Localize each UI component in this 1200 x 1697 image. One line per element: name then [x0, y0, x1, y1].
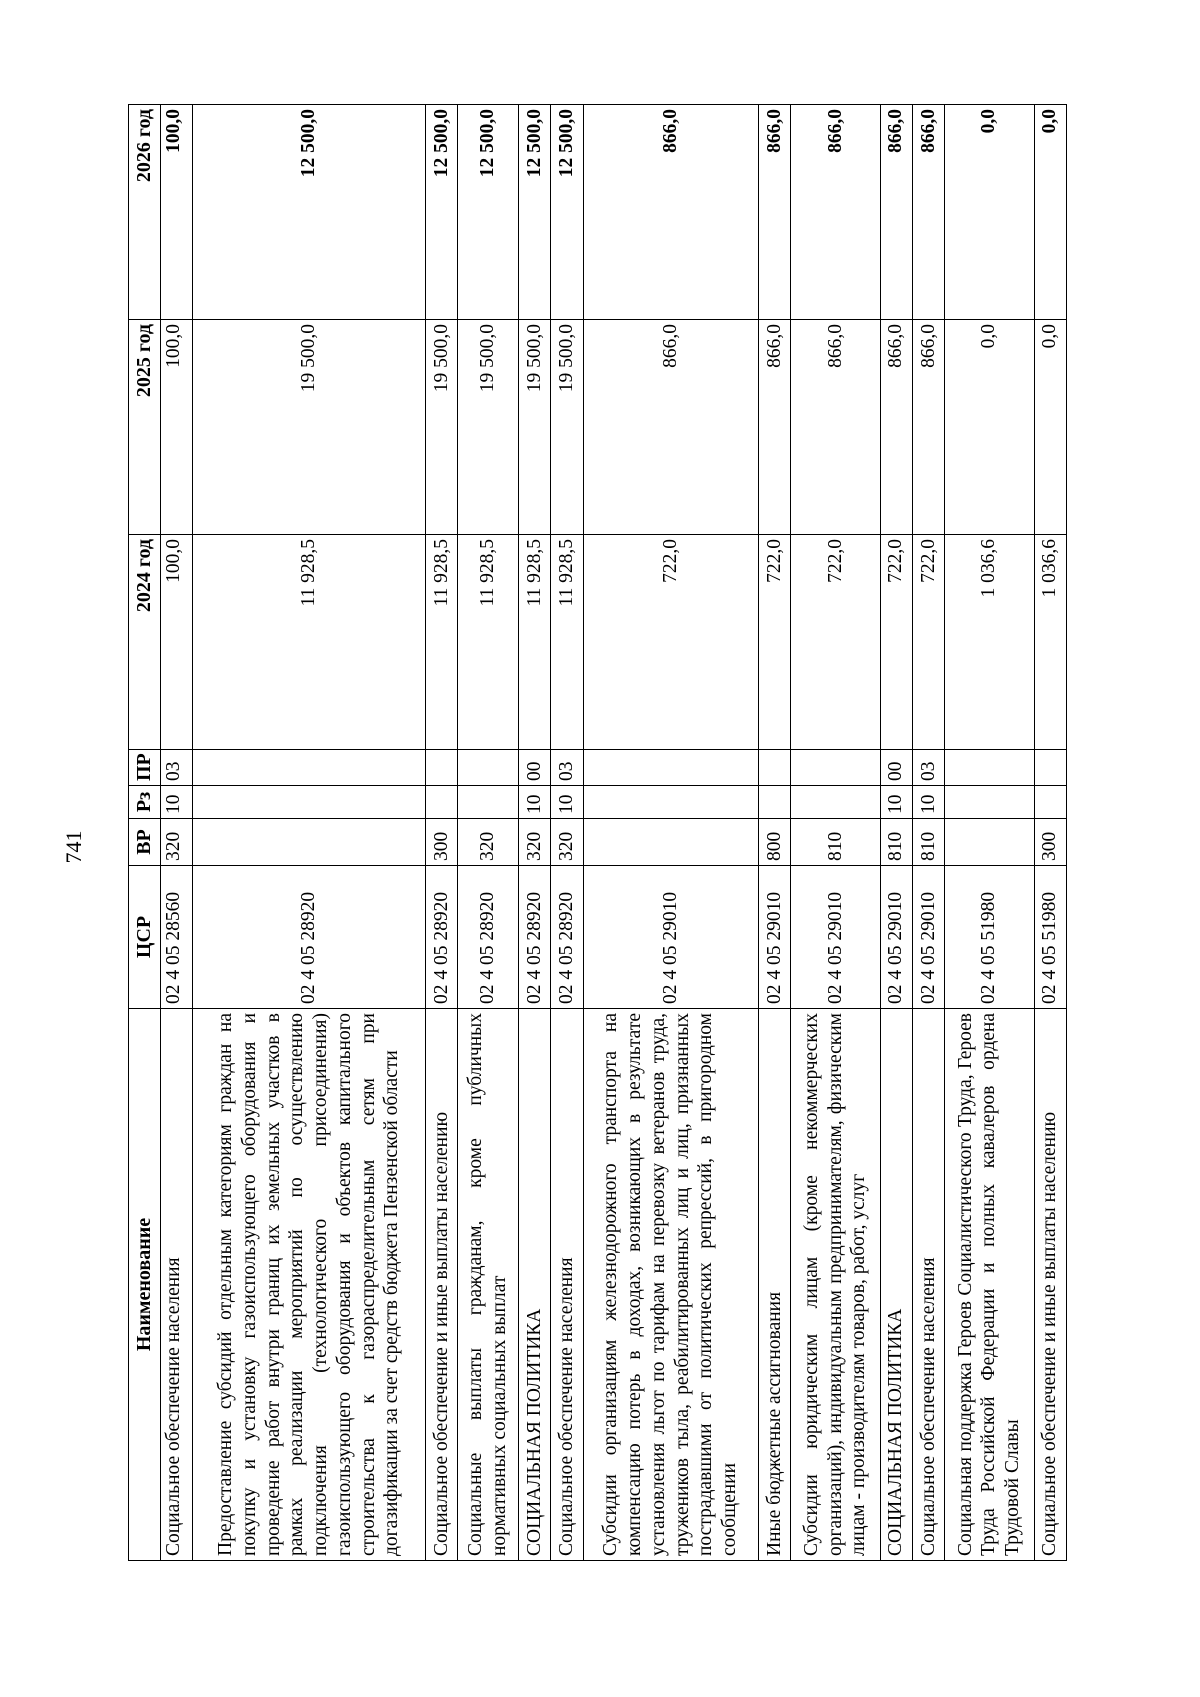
- row-pr: [425, 750, 457, 786]
- row-2026: 12 500,0: [193, 105, 426, 320]
- row-rz: [791, 786, 881, 819]
- header-2024: 2024 год: [129, 535, 161, 750]
- row-vr: 810: [912, 819, 944, 866]
- row-2024: 1 036,6: [1034, 535, 1066, 750]
- row-vr: [193, 819, 426, 866]
- row-2026: 866,0: [912, 105, 944, 320]
- row-vr: 810: [880, 819, 912, 866]
- table-row: [880, 105, 912, 1561]
- row-2025: 100,0: [161, 320, 193, 535]
- row-pr: [945, 750, 1035, 786]
- row-pr: [758, 750, 790, 786]
- header-2025: 2025 год: [129, 320, 161, 535]
- row-rz: [1034, 786, 1066, 819]
- table-row: [425, 105, 457, 1561]
- row-2025: 866,0: [912, 320, 944, 535]
- row-pr: [458, 750, 519, 786]
- row-rz: 10: [161, 786, 193, 819]
- page-number: 741: [61, 830, 86, 864]
- row-2024: 11 928,5: [551, 535, 583, 750]
- row-name: Социальное обеспечение и иные выплаты населению: [1034, 1009, 1066, 1561]
- rotated-table-frame: [128, 105, 1067, 1561]
- row-name: Социальное обеспечение и иные выплаты населению: [425, 1009, 457, 1561]
- row-name: Предоставление субсидий отдельным категориям граждан на покупку и установку газоиспользующего оборудования и проведение работ внутри границ их земельных участков в рамках реализации мероприятий по осуществлению подключения (технологического присоединения) газоиспользующего оборудования и объектов капитального строительства к газораспределительным сетям при догазификации за счет средств бюджета Пензенской области: [193, 1009, 426, 1561]
- header-pr: ПР: [129, 750, 161, 786]
- row-2025: 0,0: [945, 320, 1035, 535]
- row-2024: 722,0: [880, 535, 912, 750]
- header-name: Наименование: [129, 1009, 161, 1561]
- row-2025: 866,0: [583, 320, 758, 535]
- row-2024: 1 036,6: [945, 535, 1035, 750]
- row-name: Субсидии юридическим лицам (кроме некоммерческих организаций), индивидуальным предпринимателям, физическим лицам - производителям товаров, работ, услуг: [791, 1009, 881, 1561]
- row-2026: 0,0: [1034, 105, 1066, 320]
- row-2026: 0,0: [945, 105, 1035, 320]
- row-2025: 866,0: [880, 320, 912, 535]
- row-csr: 02 4 05 51980: [945, 866, 1035, 1009]
- row-vr: 810: [791, 819, 881, 866]
- row-rz: 10: [912, 786, 944, 819]
- row-2024: 100,0: [161, 535, 193, 750]
- row-2024: 11 928,5: [425, 535, 457, 750]
- row-2026: 12 500,0: [551, 105, 583, 320]
- row-2026: 866,0: [758, 105, 790, 320]
- row-2025: 19 500,0: [458, 320, 519, 535]
- row-name: СОЦИАЛЬНАЯ ПОЛИТИКА: [880, 1009, 912, 1561]
- table-row: [458, 105, 519, 1561]
- row-vr: 320: [458, 819, 519, 866]
- table-row: [161, 105, 193, 1561]
- row-csr: 02 4 05 28560: [161, 866, 193, 1009]
- row-2025: 866,0: [791, 320, 881, 535]
- table-container: [128, 105, 1067, 1561]
- row-rz: 10: [519, 786, 551, 819]
- row-2025: 866,0: [758, 320, 790, 535]
- row-2026: 866,0: [880, 105, 912, 320]
- row-2024: 722,0: [912, 535, 944, 750]
- row-2025: 19 500,0: [425, 320, 457, 535]
- row-name: Субсидии организациям железнодорожного транспорта на компенсацию потерь в доходах, возникающих в результате установления льгот по тарифам на перевозку ветеранов труда, тружеников тыла, реабилитированных лиц и лиц, признанных пострадавшими от политических репрессий, в пригородном сообщении: [583, 1009, 758, 1561]
- row-csr: 02 4 05 29010: [912, 866, 944, 1009]
- table-row: [1034, 105, 1066, 1561]
- table-row: [519, 105, 551, 1561]
- row-rz: [425, 786, 457, 819]
- row-vr: 320: [519, 819, 551, 866]
- row-pr: 00: [519, 750, 551, 786]
- table-row: [758, 105, 790, 1561]
- row-2024: 11 928,5: [458, 535, 519, 750]
- header-csr: ЦСР: [129, 866, 161, 1009]
- row-csr: 02 4 05 28920: [519, 866, 551, 1009]
- header-vr: ВР: [129, 819, 161, 866]
- table-row: [945, 105, 1035, 1561]
- row-2024: 11 928,5: [519, 535, 551, 750]
- row-pr: [1034, 750, 1066, 786]
- row-pr: [583, 750, 758, 786]
- header-2026: 2026 год: [129, 105, 161, 320]
- row-csr: 02 4 05 28920: [425, 866, 457, 1009]
- row-csr: 02 4 05 28920: [193, 866, 426, 1009]
- header-row: [129, 105, 161, 1561]
- row-2025: 0,0: [1034, 320, 1066, 535]
- row-pr: 00: [880, 750, 912, 786]
- row-rz: [458, 786, 519, 819]
- row-csr: 02 4 05 29010: [583, 866, 758, 1009]
- header-rz: Рз: [129, 786, 161, 819]
- row-pr: 03: [912, 750, 944, 786]
- row-2024: 722,0: [791, 535, 881, 750]
- row-pr: 03: [551, 750, 583, 786]
- row-2026: 12 500,0: [519, 105, 551, 320]
- row-rz: [193, 786, 426, 819]
- row-vr: 800: [758, 819, 790, 866]
- row-name: Социальное обеспечение населения: [912, 1009, 944, 1561]
- row-2024: 722,0: [758, 535, 790, 750]
- table-row: [551, 105, 583, 1561]
- row-2024: 722,0: [583, 535, 758, 750]
- row-csr: 02 4 05 29010: [880, 866, 912, 1009]
- table-row: [791, 105, 881, 1561]
- row-vr: [583, 819, 758, 866]
- table-row: [193, 105, 426, 1561]
- row-2025: 19 500,0: [551, 320, 583, 535]
- row-vr: 320: [551, 819, 583, 866]
- row-pr: [193, 750, 426, 786]
- row-name: СОЦИАЛЬНАЯ ПОЛИТИКА: [519, 1009, 551, 1561]
- row-2025: 19 500,0: [519, 320, 551, 535]
- row-rz: [583, 786, 758, 819]
- row-name: Социальное обеспечение населения: [551, 1009, 583, 1561]
- row-csr: 02 4 05 51980: [1034, 866, 1066, 1009]
- row-csr: 02 4 05 28920: [551, 866, 583, 1009]
- row-rz: [758, 786, 790, 819]
- row-2026: 866,0: [583, 105, 758, 320]
- row-name: Социальная поддержка Героев Социалистического Труда, Героев Труда Российской Федерации и полных кавалеров ордена Трудовой Славы: [945, 1009, 1035, 1561]
- row-vr: 300: [1034, 819, 1066, 866]
- row-rz: 10: [880, 786, 912, 819]
- row-2026: 12 500,0: [458, 105, 519, 320]
- row-name: Иные бюджетные ассигнования: [758, 1009, 790, 1561]
- table-row: [583, 105, 758, 1561]
- row-pr: 03: [161, 750, 193, 786]
- row-2026: 12 500,0: [425, 105, 457, 320]
- row-csr: 02 4 05 29010: [791, 866, 881, 1009]
- row-2024: 11 928,5: [193, 535, 426, 750]
- row-csr: 02 4 05 29010: [758, 866, 790, 1009]
- table-row: [912, 105, 944, 1561]
- row-2025: 19 500,0: [193, 320, 426, 535]
- row-2026: 100,0: [161, 105, 193, 320]
- row-pr: [791, 750, 881, 786]
- row-2026: 866,0: [791, 105, 881, 320]
- row-rz: 10: [551, 786, 583, 819]
- row-csr: 02 4 05 28920: [458, 866, 519, 1009]
- row-name: Социальные выплаты гражданам, кроме публичных нормативных социальных выплат: [458, 1009, 519, 1561]
- row-vr: [945, 819, 1035, 866]
- row-name: Социальное обеспечение населения: [161, 1009, 193, 1561]
- budget-table: [128, 104, 1067, 1561]
- row-vr: 300: [425, 819, 457, 866]
- row-vr: 320: [161, 819, 193, 866]
- row-rz: [945, 786, 1035, 819]
